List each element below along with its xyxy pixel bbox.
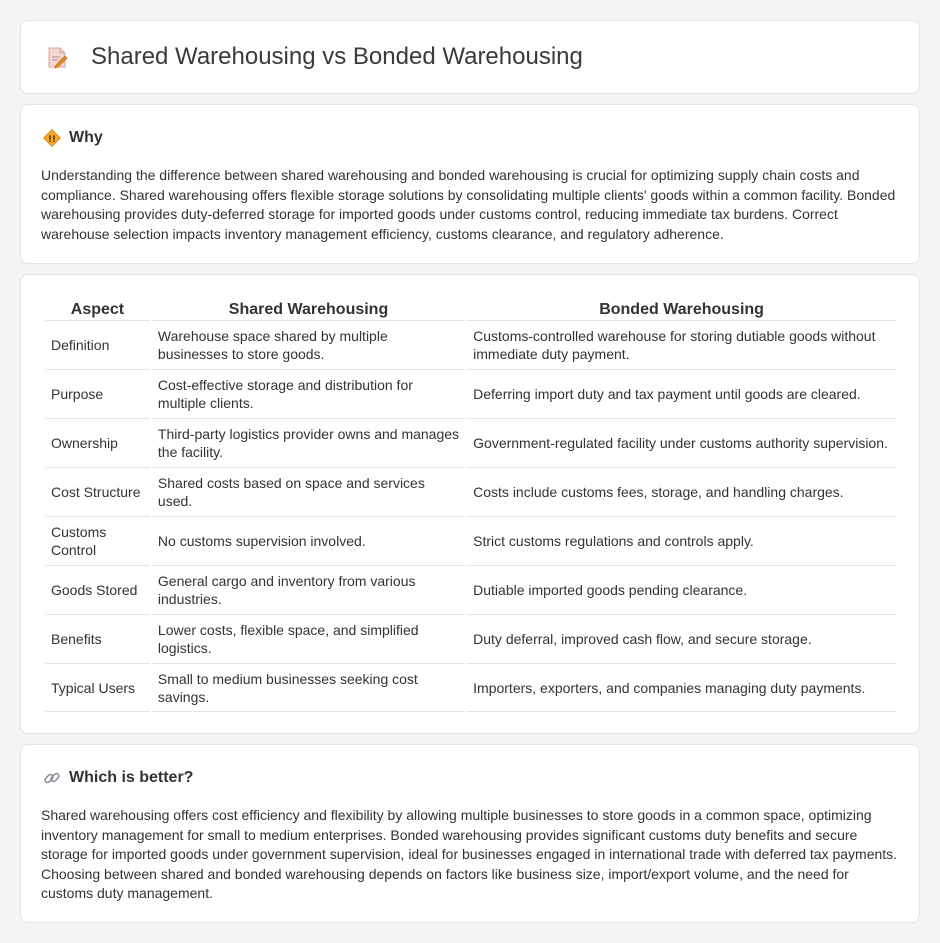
row-aspect: Typical Users	[45, 663, 150, 712]
title-row	[21, 21, 919, 93]
table-header-row	[45, 297, 896, 320]
page-title: Shared Warehousing vs Bonded Warehousing	[91, 43, 583, 70]
row-shared: General cargo and inventory from various industries.	[152, 565, 465, 614]
table-row	[45, 663, 896, 712]
header-shared: Shared Warehousing	[228, 301, 389, 318]
row-bonded: Strict customs regulations and controls apply.	[467, 516, 896, 565]
table-row	[45, 369, 896, 418]
table-row	[45, 565, 896, 614]
why-heading: Why	[69, 129, 103, 146]
comparison-card	[20, 274, 920, 734]
table-row	[45, 320, 896, 369]
header-bonded: Bonded Warehousing	[599, 301, 764, 318]
row-bonded: Duty deferral, improved cash flow, and secure storage.	[467, 614, 896, 663]
table-row	[45, 516, 896, 565]
row-aspect: Ownership	[45, 418, 150, 467]
row-shared: Cost-effective storage and distribution for multiple clients.	[152, 369, 465, 418]
row-aspect: Customs Control	[45, 516, 150, 565]
row-bonded: Customs-controlled warehouse for storing dutiable goods without immediate duty payment.	[467, 320, 896, 369]
table-row	[45, 418, 896, 467]
row-shared: No customs supervision involved.	[152, 516, 465, 565]
better-heading: Which is better?	[69, 769, 194, 786]
row-bonded: Deferring import duty and tax payment until goods are cleared.	[467, 369, 896, 418]
comparison-table	[43, 297, 898, 712]
table-row	[45, 614, 896, 663]
row-shared: Third-party logistics provider owns and manages the facility.	[152, 418, 465, 467]
row-aspect: Definition	[45, 320, 150, 369]
table-row	[45, 467, 896, 516]
row-shared: Small to medium businesses seeking cost savings.	[152, 663, 465, 712]
link-icon	[43, 769, 61, 787]
row-bonded: Dutiable imported goods pending clearance.	[467, 565, 896, 614]
row-bonded: Government-regulated facility under customs authority supervision.	[467, 418, 896, 467]
row-aspect: Purpose	[45, 369, 150, 418]
better-header	[21, 745, 919, 789]
diamond-warning-icon	[43, 129, 61, 147]
row-shared: Shared costs based on space and services used.	[152, 467, 465, 516]
why-paragraph: Understanding the difference between shared warehousing and bonded warehousing is crucial for optimizing supply chain costs and compliance. Shared warehousing offers flexible storage solutions by consolidating multiple clients' goods within a common facility. Bonded warehousing provides duty-deferred storage for imported goods under customs control, reducing immediate tax burdens. Correct warehouse selection impacts inventory management efficiency, customs clearance, and regulatory adherence.	[41, 167, 896, 242]
row-aspect: Benefits	[45, 614, 150, 663]
title-card	[20, 20, 920, 94]
row-bonded: Costs include customs fees, storage, and handling charges.	[467, 467, 896, 516]
document-pen-icon	[47, 45, 69, 69]
header-aspect: Aspect	[70, 301, 125, 318]
row-aspect: Goods Stored	[45, 565, 150, 614]
why-header	[21, 105, 919, 149]
row-shared: Warehouse space shared by multiple businesses to store goods.	[152, 320, 465, 369]
row-bonded: Importers, exporters, and companies managing duty payments.	[467, 663, 896, 712]
row-aspect: Cost Structure	[45, 467, 150, 516]
row-shared: Lower costs, flexible space, and simplified logistics.	[152, 614, 465, 663]
better-card	[20, 744, 920, 923]
why-card	[20, 104, 920, 264]
better-paragraph: Shared warehousing offers cost efficiency and flexibility by allowing multiple businesses to store goods in a common space, optimizing inventory management for small to medium enterprises. Bonded warehousing provides significant customs duty benefits and secure storage for imported goods under government supervision, ideal for businesses engaged in international trade with deferred tax payments. Choosing between shared and bonded warehousing depends on factors like business size, import/export volume, and the need for customs duty management.	[41, 807, 898, 901]
